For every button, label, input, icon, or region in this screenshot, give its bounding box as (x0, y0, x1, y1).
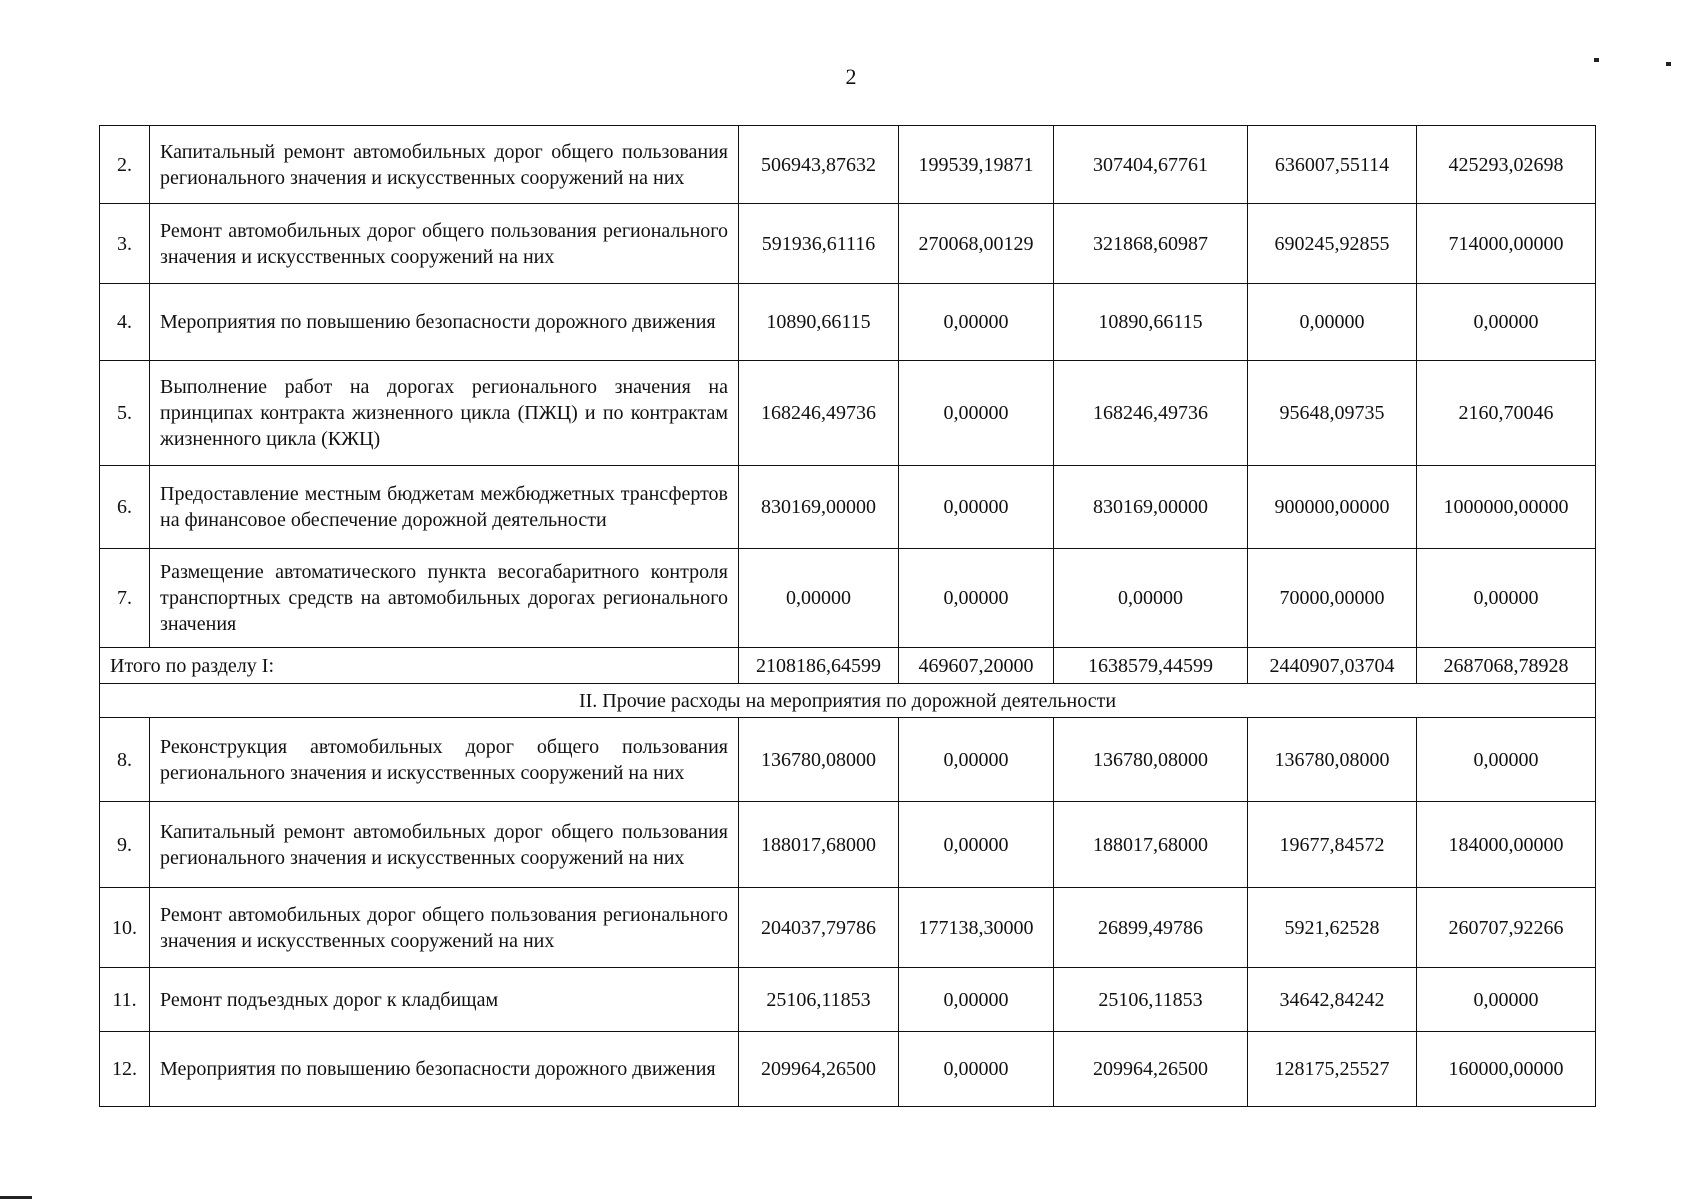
total-value-5: 2687068,78928 (1417, 648, 1596, 684)
row-value-3: 26899,49786 (1054, 888, 1248, 968)
row-description: Мероприятия по повышению безопасности дорожного движения (150, 1032, 739, 1107)
row-value-3: 0,00000 (1054, 549, 1248, 648)
row-value-3: 188017,68000 (1054, 802, 1248, 888)
row-value-5: 160000,00000 (1417, 1032, 1596, 1107)
total-row (100, 648, 1596, 684)
section-title: II. Прочие расходы на мероприятия по дорожной деятельности (100, 684, 1596, 718)
row-number: 11. (100, 968, 150, 1032)
table-row (100, 361, 1596, 466)
row-value-3: 168246,49736 (1054, 361, 1248, 466)
row-description: Ремонт автомобильных дорог общего пользования регионального значения и искусственных сооружений на них (150, 204, 739, 284)
row-number: 2. (100, 126, 150, 204)
total-value-1: 2108186,64599 (739, 648, 899, 684)
table-row (100, 1032, 1596, 1107)
row-number: 8. (100, 718, 150, 802)
table-row (100, 466, 1596, 549)
row-number: 12. (100, 1032, 150, 1107)
row-description: Мероприятия по повышению безопасности дорожного движения (150, 284, 739, 361)
row-value-2: 0,00000 (899, 549, 1054, 648)
row-number: 4. (100, 284, 150, 361)
row-description: Ремонт автомобильных дорог общего пользования регионального значения и искусственных сооружений на них (150, 888, 739, 968)
row-description: Выполнение работ на дорогах регионального значения на принципах контракта жизненного цикла (ПЖЦ) и по контрактам жизненного цикла (КЖЦ) (150, 361, 739, 466)
scan-mark (0, 1196, 32, 1199)
total-value-3: 1638579,44599 (1054, 648, 1248, 684)
row-description: Реконструкция автомобильных дорог общего пользования регионального значения и искусственных сооружений на них (150, 718, 739, 802)
row-value-1: 188017,68000 (739, 802, 899, 888)
row-value-2: 270068,00129 (899, 204, 1054, 284)
row-value-2: 177138,30000 (899, 888, 1054, 968)
row-value-2: 199539,19871 (899, 126, 1054, 204)
row-value-5: 2160,70046 (1417, 361, 1596, 466)
row-number: 9. (100, 802, 150, 888)
row-value-1: 830169,00000 (739, 466, 899, 549)
row-value-3: 321868,60987 (1054, 204, 1248, 284)
row-value-1: 204037,79786 (739, 888, 899, 968)
row-value-2: 0,00000 (899, 968, 1054, 1032)
total-value-2: 469607,20000 (899, 648, 1054, 684)
row-number: 7. (100, 549, 150, 648)
total-label: Итого по разделу I: (100, 648, 739, 684)
table-row (100, 968, 1596, 1032)
row-number: 10. (100, 888, 150, 968)
row-value-4: 34642,84242 (1248, 968, 1417, 1032)
table-row (100, 284, 1596, 361)
row-value-5: 714000,00000 (1417, 204, 1596, 284)
row-description: Ремонт подъездных дорог к кладбищам (150, 968, 739, 1032)
row-value-4: 690245,92855 (1248, 204, 1417, 284)
row-value-3: 10890,66115 (1054, 284, 1248, 361)
row-value-1: 591936,61116 (739, 204, 899, 284)
row-value-1: 10890,66115 (739, 284, 899, 361)
row-value-4: 19677,84572 (1248, 802, 1417, 888)
row-value-4: 636007,55114 (1248, 126, 1417, 204)
row-value-1: 136780,08000 (739, 718, 899, 802)
budget-table (99, 125, 1596, 1107)
row-value-2: 0,00000 (899, 1032, 1054, 1107)
row-value-5: 0,00000 (1417, 718, 1596, 802)
row-value-4: 136780,08000 (1248, 718, 1417, 802)
row-value-2: 0,00000 (899, 718, 1054, 802)
row-description: Капитальный ремонт автомобильных дорог общего пользования регионального значения и искусственных сооружений на них (150, 802, 739, 888)
budget-table-container (99, 125, 1595, 1107)
table-body (100, 126, 1596, 1107)
row-value-5: 0,00000 (1417, 284, 1596, 361)
row-value-5: 1000000,00000 (1417, 466, 1596, 549)
total-value-4: 2440907,03704 (1248, 648, 1417, 684)
row-value-4: 70000,00000 (1248, 549, 1417, 648)
page-number: 2 (845, 64, 857, 89)
row-number: 3. (100, 204, 150, 284)
row-value-1: 0,00000 (739, 549, 899, 648)
row-value-1: 506943,87632 (739, 126, 899, 204)
row-value-5: 0,00000 (1417, 968, 1596, 1032)
row-value-5: 0,00000 (1417, 549, 1596, 648)
scan-mark (1594, 58, 1599, 62)
table-row (100, 126, 1596, 204)
row-number: 5. (100, 361, 150, 466)
section-header-row (100, 684, 1596, 718)
row-value-4: 128175,25527 (1248, 1032, 1417, 1107)
row-description: Предоставление местным бюджетам межбюджетных трансфертов на финансовое обеспечение дорожной деятельности (150, 466, 739, 549)
row-value-5: 425293,02698 (1417, 126, 1596, 204)
row-description: Размещение автоматического пункта весогабаритного контроля транспортных средств на автомобильных дорогах регионального значения (150, 549, 739, 648)
row-value-3: 307404,67761 (1054, 126, 1248, 204)
row-number: 6. (100, 466, 150, 549)
row-value-1: 25106,11853 (739, 968, 899, 1032)
row-value-4: 5921,62528 (1248, 888, 1417, 968)
row-description: Капитальный ремонт автомобильных дорог общего пользования регионального значения и искусственных сооружений на них (150, 126, 739, 204)
row-value-1: 168246,49736 (739, 361, 899, 466)
row-value-5: 184000,00000 (1417, 802, 1596, 888)
row-value-4: 95648,09735 (1248, 361, 1417, 466)
row-value-3: 830169,00000 (1054, 466, 1248, 549)
row-value-2: 0,00000 (899, 802, 1054, 888)
row-value-1: 209964,26500 (739, 1032, 899, 1107)
table-row (100, 718, 1596, 802)
table-row (100, 802, 1596, 888)
table-row (100, 888, 1596, 968)
table-row (100, 204, 1596, 284)
row-value-2: 0,00000 (899, 361, 1054, 466)
row-value-3: 209964,26500 (1054, 1032, 1248, 1107)
row-value-4: 900000,00000 (1248, 466, 1417, 549)
scan-mark (1666, 62, 1671, 66)
row-value-2: 0,00000 (899, 284, 1054, 361)
row-value-3: 136780,08000 (1054, 718, 1248, 802)
row-value-2: 0,00000 (899, 466, 1054, 549)
row-value-4: 0,00000 (1248, 284, 1417, 361)
row-value-3: 25106,11853 (1054, 968, 1248, 1032)
table-row (100, 549, 1596, 648)
row-value-5: 260707,92266 (1417, 888, 1596, 968)
